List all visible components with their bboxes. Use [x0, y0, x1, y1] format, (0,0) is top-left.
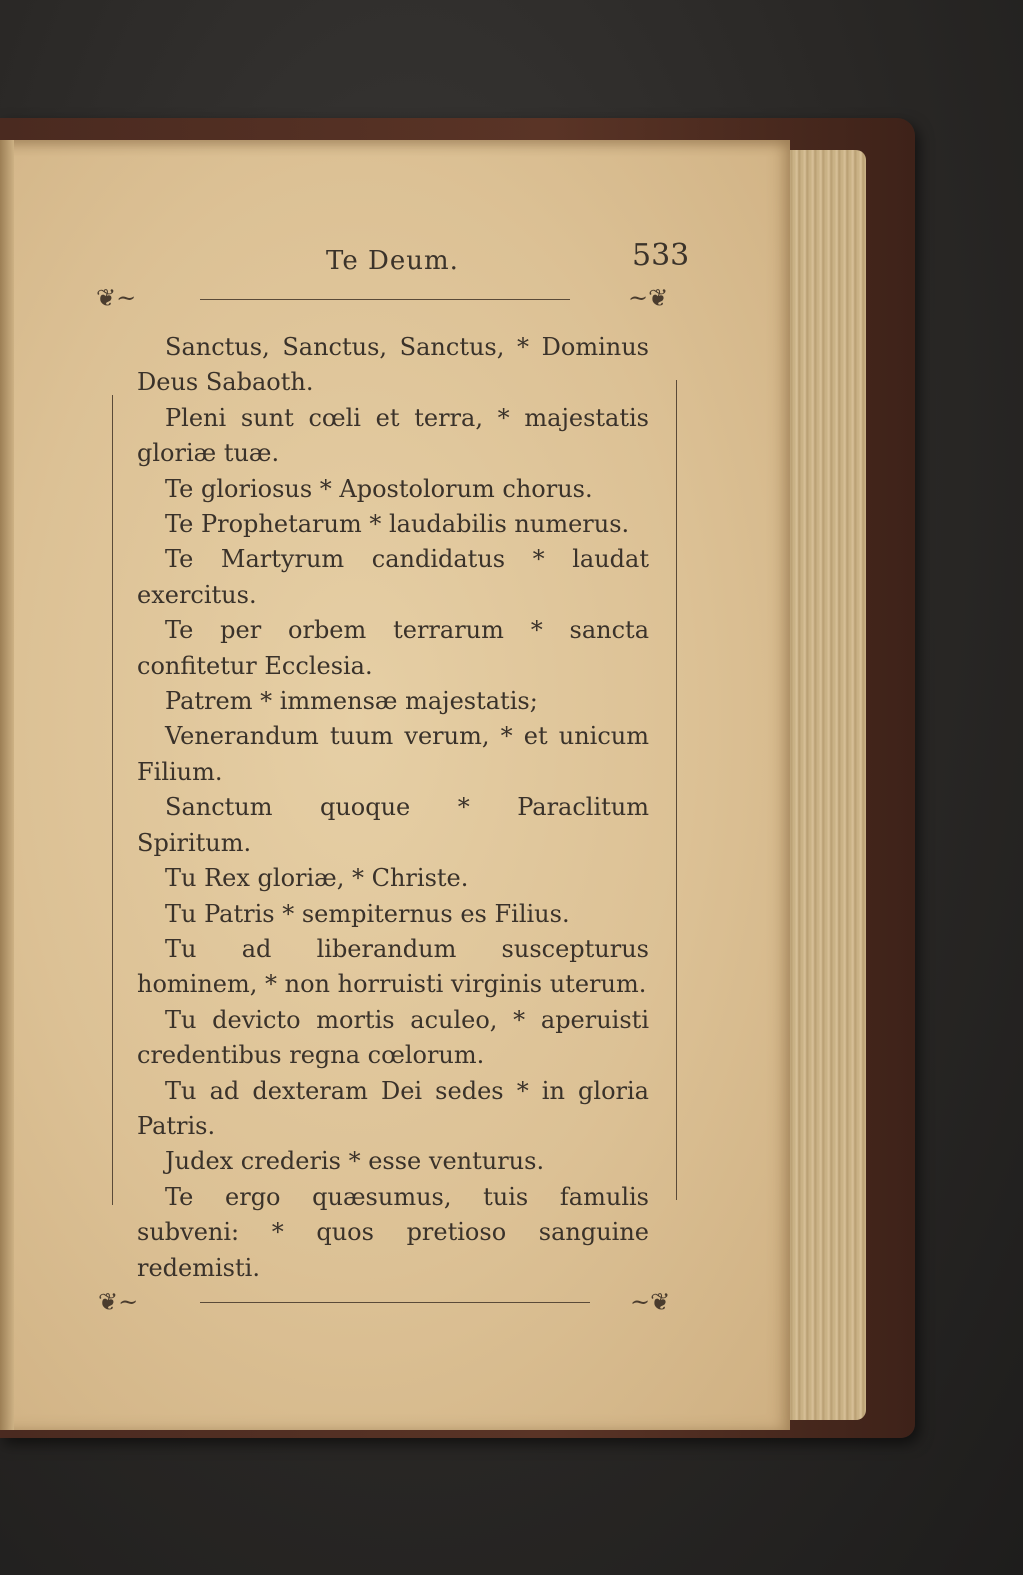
frame-right-rule	[676, 380, 677, 1200]
page-number: 533	[632, 238, 690, 273]
frame-top-rule	[200, 299, 570, 300]
verse: Te Prophetarum * laudabilis numerus.	[165, 510, 630, 539]
verse: Te Martyrum candidatus * laudat exercitus.	[137, 545, 649, 609]
verse-list	[137, 330, 649, 1286]
verse: Tu ad liberandum suscepturus hominem, * non horruisti virginis uterum.	[137, 934, 649, 999]
corner-ornament-top-right: ~❦	[628, 284, 669, 312]
corner-ornament-bottom-left: ❦~	[98, 1288, 139, 1316]
verse: Te gloriosus * Apostolorum chorus.	[165, 474, 593, 503]
corner-ornament-bottom-right: ~❦	[630, 1288, 671, 1316]
frame-bottom-rule	[200, 1302, 590, 1303]
verse: Tu Patris * sempiternus es Filius.	[165, 899, 570, 928]
verse: Tu ad dexteram Dei sedes * in gloria Patris.	[137, 1076, 649, 1140]
verse: Tu Rex gloriæ, * Christe.	[165, 864, 469, 893]
frame-left-rule	[112, 395, 113, 1205]
verse: Sanctum quoque * Paraclitum Spiritum.	[137, 793, 649, 857]
corner-ornament-top-left: ❦~	[96, 284, 137, 312]
verse: Te ergo quæsumus, tuis famulis subveni: * quos pretioso sanguine redemisti.	[137, 1182, 649, 1282]
verse: Te per orbem terrarum * sancta confitetur Ecclesia.	[137, 616, 649, 680]
verse: Patrem * immensæ majestatis;	[165, 687, 538, 716]
verse: Pleni sunt cœli et terra, * majestatis gloriæ tuæ.	[137, 403, 649, 468]
verse: Venerandum tuum verum, * et unicum Filium.	[137, 722, 649, 786]
page-gutter	[0, 140, 14, 1430]
verse: Sanctus, Sanctus, Sanctus, * Dominus Deus Sabaoth.	[137, 333, 649, 397]
running-head: Te Deum.	[326, 246, 459, 276]
verse: Tu devicto mortis aculeo, * aperuisti credentibus regna cœlorum.	[137, 1005, 649, 1070]
verse: Judex crederis * esse venturus.	[165, 1147, 545, 1176]
